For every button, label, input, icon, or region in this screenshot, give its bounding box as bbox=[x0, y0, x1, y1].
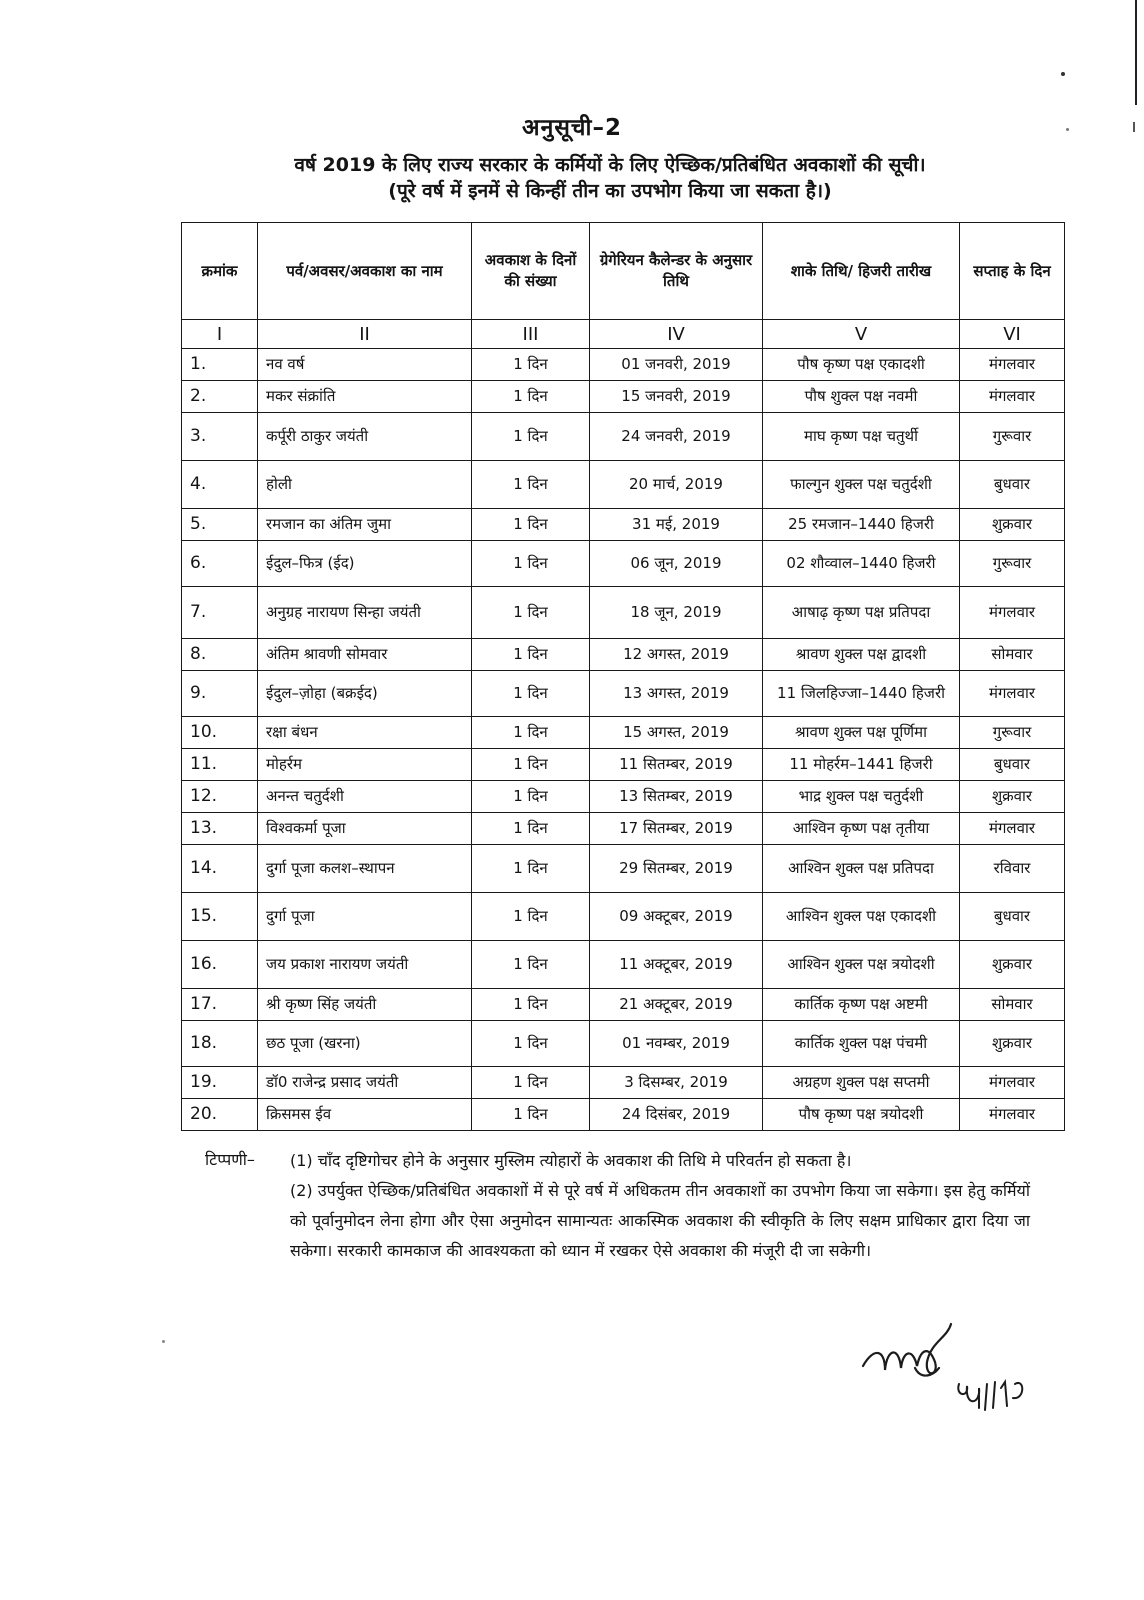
note-1: (1) चाँद दृष्टिगोचर होने के अनुसार मुस्लिम त्योहारों के अवकाश की तिथि मे परिवर्तन हो सकता है। bbox=[290, 1151, 852, 1170]
cell-saka-hijri-date: आश्विन शुक्ल पक्ष प्रतिपदा bbox=[763, 845, 960, 893]
notes bbox=[290, 1146, 1030, 1266]
cell-serial-number: 8. bbox=[182, 639, 258, 671]
cell-weekday: बुधवार bbox=[960, 461, 1065, 509]
cell-serial-number: 16. bbox=[182, 941, 258, 989]
column-number: II bbox=[258, 320, 472, 349]
holiday-table bbox=[181, 222, 1065, 1131]
cell-holiday-name: दुर्गा पूजा कलश–स्थापन bbox=[258, 845, 472, 893]
table-row bbox=[182, 671, 1065, 717]
cell-holiday-name: ईदुल–फित्र (ईद) bbox=[258, 541, 472, 587]
cell-days-count: 1 दिन bbox=[472, 1021, 590, 1067]
cell-saka-hijri-date: पौष कृष्ण पक्ष त्रयोदशी bbox=[763, 1099, 960, 1131]
cell-saka-hijri-date: आश्विन कृष्ण पक्ष तृतीया bbox=[763, 813, 960, 845]
cell-serial-number: 4. bbox=[182, 461, 258, 509]
cell-gregorian-date: 11 सितम्बर, 2019 bbox=[590, 749, 763, 781]
cell-gregorian-date: 18 जून, 2019 bbox=[590, 587, 763, 639]
cell-gregorian-date: 24 दिसंबर, 2019 bbox=[590, 1099, 763, 1131]
cell-days-count: 1 दिन bbox=[472, 461, 590, 509]
cell-days-count: 1 दिन bbox=[472, 749, 590, 781]
cell-saka-hijri-date: 02 शौव्वाल–1440 हिजरी bbox=[763, 541, 960, 587]
table-row bbox=[182, 413, 1065, 461]
cell-gregorian-date: 09 अक्टूबर, 2019 bbox=[590, 893, 763, 941]
cell-holiday-name: रमजान का अंतिम जुमा bbox=[258, 509, 472, 541]
cell-days-count: 1 दिन bbox=[472, 717, 590, 749]
cell-holiday-name: डॉ0 राजेन्द्र प्रसाद जयंती bbox=[258, 1067, 472, 1099]
cell-saka-hijri-date: भाद्र शुक्ल पक्ष चतुर्दशी bbox=[763, 781, 960, 813]
heading-line-1: वर्ष 2019 के लिए राज्य सरकार के कर्मियों के लिए ऐच्छिक/प्रतिबंधित अवकाशों की सूची। bbox=[294, 154, 926, 176]
cell-holiday-name: रक्षा बंधन bbox=[258, 717, 472, 749]
table-row bbox=[182, 989, 1065, 1021]
cell-weekday: रविवार bbox=[960, 845, 1065, 893]
cell-serial-number: 2. bbox=[182, 381, 258, 413]
cell-weekday: बुधवार bbox=[960, 893, 1065, 941]
cell-serial-number: 6. bbox=[182, 541, 258, 587]
cell-serial-number: 5. bbox=[182, 509, 258, 541]
table-row bbox=[182, 781, 1065, 813]
cell-holiday-name: क्रिसमस ईव bbox=[258, 1099, 472, 1131]
handwritten-signature bbox=[855, 1318, 1045, 1418]
cell-gregorian-date: 3 दिसम्बर, 2019 bbox=[590, 1067, 763, 1099]
column-number: III bbox=[472, 320, 590, 349]
cell-saka-hijri-date: आश्विन शुक्ल पक्ष एकादशी bbox=[763, 893, 960, 941]
column-number: V bbox=[763, 320, 960, 349]
header-days-count: अवकाश के दिनों की संख्या bbox=[472, 223, 590, 320]
cell-gregorian-date: 01 जनवरी, 2019 bbox=[590, 349, 763, 381]
cell-saka-hijri-date: आषाढ़ कृष्ण पक्ष प्रतिपदा bbox=[763, 587, 960, 639]
cell-holiday-name: जय प्रकाश नारायण जयंती bbox=[258, 941, 472, 989]
cell-serial-number: 15. bbox=[182, 893, 258, 941]
table-row bbox=[182, 813, 1065, 845]
cell-gregorian-date: 06 जून, 2019 bbox=[590, 541, 763, 587]
table-row bbox=[182, 587, 1065, 639]
cell-gregorian-date: 13 अगस्त, 2019 bbox=[590, 671, 763, 717]
cell-holiday-name: दुर्गा पूजा bbox=[258, 893, 472, 941]
header-row bbox=[182, 223, 1065, 320]
note-2: (2) उपर्युक्त ऐच्छिक/प्रतिबंधित अवकाशों में से पूरे वर्ष में अधिकतम तीन अवकाशों का उपभोग किया जा सकेगा। इस हेतु कर्मियों को पूर्वानुमोदन लेना होगा और ऐसा अनुमोदन सामान्यतः आकस्मिक अवकाश की स्वीकृति के लिए सक्षम प्राधिकार द्वारा दिया जा सकेगा। सरकारी कामकाज की आवश्यकता को ध्यान में रखकर ऐसे अवकाश की मंजूरी दी जा सकेगी। bbox=[290, 1181, 1030, 1260]
cell-serial-number: 18. bbox=[182, 1021, 258, 1067]
cell-serial-number: 19. bbox=[182, 1067, 258, 1099]
scan-speck bbox=[1061, 72, 1065, 76]
cell-weekday: मंगलवार bbox=[960, 1099, 1065, 1131]
cell-serial-number: 10. bbox=[182, 717, 258, 749]
cell-holiday-name: मोहर्रम bbox=[258, 749, 472, 781]
cell-holiday-name: ईदुल–ज़ोहा (बक्रईद) bbox=[258, 671, 472, 717]
cell-serial-number: 14. bbox=[182, 845, 258, 893]
cell-days-count: 1 दिन bbox=[472, 781, 590, 813]
cell-days-count: 1 दिन bbox=[472, 941, 590, 989]
cell-serial-number: 1. bbox=[182, 349, 258, 381]
cell-weekday: गुरूवार bbox=[960, 717, 1065, 749]
cell-holiday-name: विश्वकर्मा पूजा bbox=[258, 813, 472, 845]
schedule-title: अनुसूची–2 bbox=[522, 115, 622, 141]
table-row bbox=[182, 349, 1065, 381]
cell-gregorian-date: 24 जनवरी, 2019 bbox=[590, 413, 763, 461]
cell-saka-hijri-date: कार्तिक कृष्ण पक्ष अष्टमी bbox=[763, 989, 960, 1021]
cell-weekday: शुक्रवार bbox=[960, 781, 1065, 813]
cell-weekday: मंगलवार bbox=[960, 349, 1065, 381]
cell-holiday-name: अनन्त चतुर्दशी bbox=[258, 781, 472, 813]
cell-serial-number: 12. bbox=[182, 781, 258, 813]
cell-gregorian-date: 17 सितम्बर, 2019 bbox=[590, 813, 763, 845]
notes-label: टिप्पणी– bbox=[205, 1150, 255, 1169]
cell-days-count: 1 दिन bbox=[472, 413, 590, 461]
table-row bbox=[182, 893, 1065, 941]
table-row bbox=[182, 1021, 1065, 1067]
cell-serial-number: 13. bbox=[182, 813, 258, 845]
table-row bbox=[182, 509, 1065, 541]
column-number: VI bbox=[960, 320, 1065, 349]
cell-days-count: 1 दिन bbox=[472, 893, 590, 941]
column-number-row bbox=[182, 320, 1065, 349]
cell-serial-number: 7. bbox=[182, 587, 258, 639]
table-row bbox=[182, 639, 1065, 671]
cell-holiday-name: श्री कृष्ण सिंह जयंती bbox=[258, 989, 472, 1021]
document-heading bbox=[170, 152, 1050, 204]
cell-days-count: 1 दिन bbox=[472, 1099, 590, 1131]
cell-weekday: मंगलवार bbox=[960, 813, 1065, 845]
cell-days-count: 1 दिन bbox=[472, 587, 590, 639]
cell-gregorian-date: 21 अक्टूबर, 2019 bbox=[590, 989, 763, 1021]
table-row bbox=[182, 1099, 1065, 1131]
cell-days-count: 1 दिन bbox=[472, 349, 590, 381]
cell-saka-hijri-date: 25 रमजान–1440 हिजरी bbox=[763, 509, 960, 541]
cell-weekday: सोमवार bbox=[960, 639, 1065, 671]
table-row bbox=[182, 541, 1065, 587]
cell-weekday: शुक्रवार bbox=[960, 1021, 1065, 1067]
cell-gregorian-date: 15 जनवरी, 2019 bbox=[590, 381, 763, 413]
cell-serial-number: 3. bbox=[182, 413, 258, 461]
table-row bbox=[182, 749, 1065, 781]
cell-gregorian-date: 15 अगस्त, 2019 bbox=[590, 717, 763, 749]
scan-edge-line bbox=[1135, 0, 1137, 105]
heading-line-2: (पूरे वर्ष में इनमें से किन्हीं तीन का उपभोग किया जा सकता है।) bbox=[388, 180, 832, 202]
table-row bbox=[182, 381, 1065, 413]
cell-weekday: शुक्रवार bbox=[960, 941, 1065, 989]
cell-weekday: मंगलवार bbox=[960, 381, 1065, 413]
cell-gregorian-date: 01 नवम्बर, 2019 bbox=[590, 1021, 763, 1067]
table-row bbox=[182, 717, 1065, 749]
cell-serial-number: 20. bbox=[182, 1099, 258, 1131]
cell-saka-hijri-date: श्रावण शुक्ल पक्ष द्वादशी bbox=[763, 639, 960, 671]
cell-serial-number: 11. bbox=[182, 749, 258, 781]
header-serial-number: क्रमांक bbox=[182, 223, 258, 320]
cell-holiday-name: अंतिम श्रावणी सोमवार bbox=[258, 639, 472, 671]
cell-saka-hijri-date: 11 जिलहिज्जा–1440 हिजरी bbox=[763, 671, 960, 717]
cell-holiday-name: मकर संक्रांति bbox=[258, 381, 472, 413]
cell-saka-hijri-date: माघ कृष्ण पक्ष चतुर्थी bbox=[763, 413, 960, 461]
cell-holiday-name: कर्पूरी ठाकुर जयंती bbox=[258, 413, 472, 461]
column-number: IV bbox=[590, 320, 763, 349]
cell-saka-hijri-date: 11 मोहर्रम–1441 हिजरी bbox=[763, 749, 960, 781]
cell-days-count: 1 दिन bbox=[472, 381, 590, 413]
cell-gregorian-date: 31 मई, 2019 bbox=[590, 509, 763, 541]
cell-saka-hijri-date: आश्विन शुक्ल पक्ष त्रयोदशी bbox=[763, 941, 960, 989]
table-row bbox=[182, 461, 1065, 509]
header-weekday: सप्ताह के दिन bbox=[960, 223, 1065, 320]
table-row bbox=[182, 1067, 1065, 1099]
cell-weekday: मंगलवार bbox=[960, 587, 1065, 639]
table-row bbox=[182, 845, 1065, 893]
header-holiday-name: पर्व/अवसर/अवकाश का नाम bbox=[258, 223, 472, 320]
cell-holiday-name: छठ पूजा (खरना) bbox=[258, 1021, 472, 1067]
cell-serial-number: 17. bbox=[182, 989, 258, 1021]
cell-gregorian-date: 13 सितम्बर, 2019 bbox=[590, 781, 763, 813]
cell-days-count: 1 दिन bbox=[472, 1067, 590, 1099]
table-row bbox=[182, 941, 1065, 989]
cell-holiday-name: नव वर्ष bbox=[258, 349, 472, 381]
cell-days-count: 1 दिन bbox=[472, 845, 590, 893]
cell-saka-hijri-date: श्रावण शुक्ल पक्ष पूर्णिमा bbox=[763, 717, 960, 749]
cell-gregorian-date: 20 मार्च, 2019 bbox=[590, 461, 763, 509]
cell-weekday: गुरूवार bbox=[960, 413, 1065, 461]
cell-saka-hijri-date: पौष कृष्ण पक्ष एकादशी bbox=[763, 349, 960, 381]
header-saka-hijri-date: शाके तिथि/ हिजरी तारीख bbox=[763, 223, 960, 320]
column-number: I bbox=[182, 320, 258, 349]
cell-saka-hijri-date: कार्तिक शुक्ल पक्ष पंचमी bbox=[763, 1021, 960, 1067]
cell-saka-hijri-date: फाल्गुन शुक्ल पक्ष चतुर्दशी bbox=[763, 461, 960, 509]
cell-gregorian-date: 29 सितम्बर, 2019 bbox=[590, 845, 763, 893]
cell-days-count: 1 दिन bbox=[472, 639, 590, 671]
cell-gregorian-date: 12 अगस्त, 2019 bbox=[590, 639, 763, 671]
cell-saka-hijri-date: पौष शुक्ल पक्ष नवमी bbox=[763, 381, 960, 413]
header-gregorian-date: ग्रेगेरियन कैलेन्डर के अनुसार तिथि bbox=[590, 223, 763, 320]
cell-weekday: सोमवार bbox=[960, 989, 1065, 1021]
cell-weekday: मंगलवार bbox=[960, 1067, 1065, 1099]
cell-holiday-name: अनुग्रह नारायण सिन्हा जयंती bbox=[258, 587, 472, 639]
cell-days-count: 1 दिन bbox=[472, 989, 590, 1021]
cell-days-count: 1 दिन bbox=[472, 671, 590, 717]
cell-weekday: मंगलवार bbox=[960, 671, 1065, 717]
cell-days-count: 1 दिन bbox=[472, 541, 590, 587]
cell-days-count: 1 दिन bbox=[472, 509, 590, 541]
cell-saka-hijri-date: अग्रहण शुक्ल पक्ष सप्तमी bbox=[763, 1067, 960, 1099]
cell-gregorian-date: 11 अक्टूबर, 2019 bbox=[590, 941, 763, 989]
cell-serial-number: 9. bbox=[182, 671, 258, 717]
cell-weekday: शुक्रवार bbox=[960, 509, 1065, 541]
cell-holiday-name: होली bbox=[258, 461, 472, 509]
cell-weekday: बुधवार bbox=[960, 749, 1065, 781]
cell-days-count: 1 दिन bbox=[472, 813, 590, 845]
scan-speck bbox=[162, 1340, 165, 1343]
holiday-table-body bbox=[182, 349, 1065, 1131]
cell-weekday: गुरूवार bbox=[960, 541, 1065, 587]
